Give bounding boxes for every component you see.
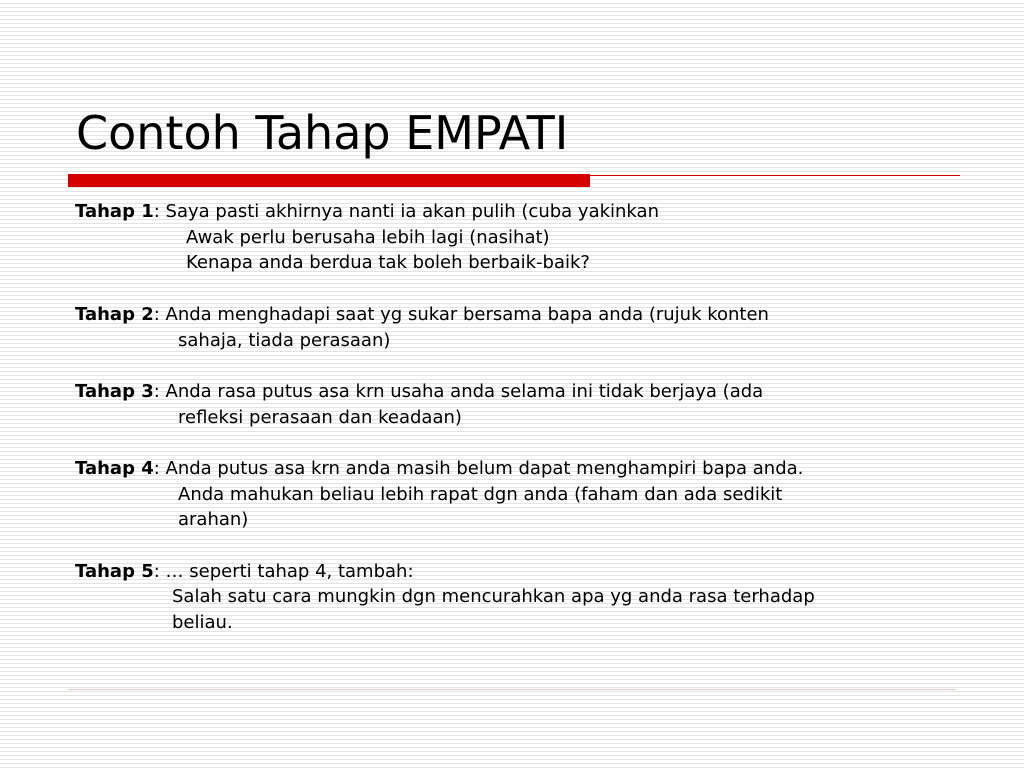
stage-continuation-line: beliau.	[172, 612, 233, 634]
stage-first-line	[75, 559, 975, 585]
stage-label: Tahap 3	[75, 380, 154, 402]
stage-continuation-line: refleksi perasaan dan keadaan)	[178, 406, 462, 428]
stage-text: : Saya pasti akhirnya nanti ia akan pulih (cuba yakinkan	[153, 201, 659, 222]
stage-first-line	[75, 456, 975, 482]
stage-5	[75, 559, 975, 636]
stage-continuation-line: Salah satu cara mungkin dgn mencurahkan apa yg anda rasa terhadap	[172, 586, 815, 608]
stage-first-line	[75, 302, 975, 328]
stage-2	[75, 302, 975, 353]
title-underline-accent	[68, 174, 590, 187]
stage-4	[75, 456, 975, 533]
slide-title: Contoh Tahap EMPATI	[76, 106, 569, 160]
stage-continuation-line: sahaja, tiada perasaan)	[178, 329, 391, 351]
slide-body	[75, 199, 975, 662]
stage-label: Tahap 5	[75, 560, 154, 582]
stage-continuation-line: Kenapa anda berdua tak boleh berbaik-baik?	[186, 252, 590, 274]
stage-first-line	[75, 199, 975, 225]
stage-continuation-line: arahan)	[178, 509, 249, 531]
stage-label: Tahap 4	[75, 457, 154, 479]
stage-label: Tahap 2	[75, 303, 154, 325]
stage-text: : … seperti tahap 4, tambah:	[153, 560, 414, 582]
stage-text: : Anda menghadapi saat yg sukar bersama bapa anda (rujuk konten	[153, 303, 769, 325]
stage-continuation-line: Anda mahukan beliau lebih rapat dgn anda (faham dan ada sedikit	[178, 483, 783, 505]
stage-first-line	[75, 379, 975, 405]
stage-3	[75, 379, 975, 430]
stage-label: Tahap 1	[75, 201, 154, 222]
stage-text: : Anda rasa putus asa krn usaha anda selama ini tidak berjaya (ada	[153, 380, 764, 402]
footer-divider	[68, 689, 956, 690]
stage-1	[75, 199, 975, 276]
stage-text: : Anda putus asa krn anda masih belum dapat menghampiri bapa anda.	[153, 457, 804, 479]
stage-continuation-line: Awak perlu berusaha lebih lagi (nasihat)	[186, 226, 550, 248]
